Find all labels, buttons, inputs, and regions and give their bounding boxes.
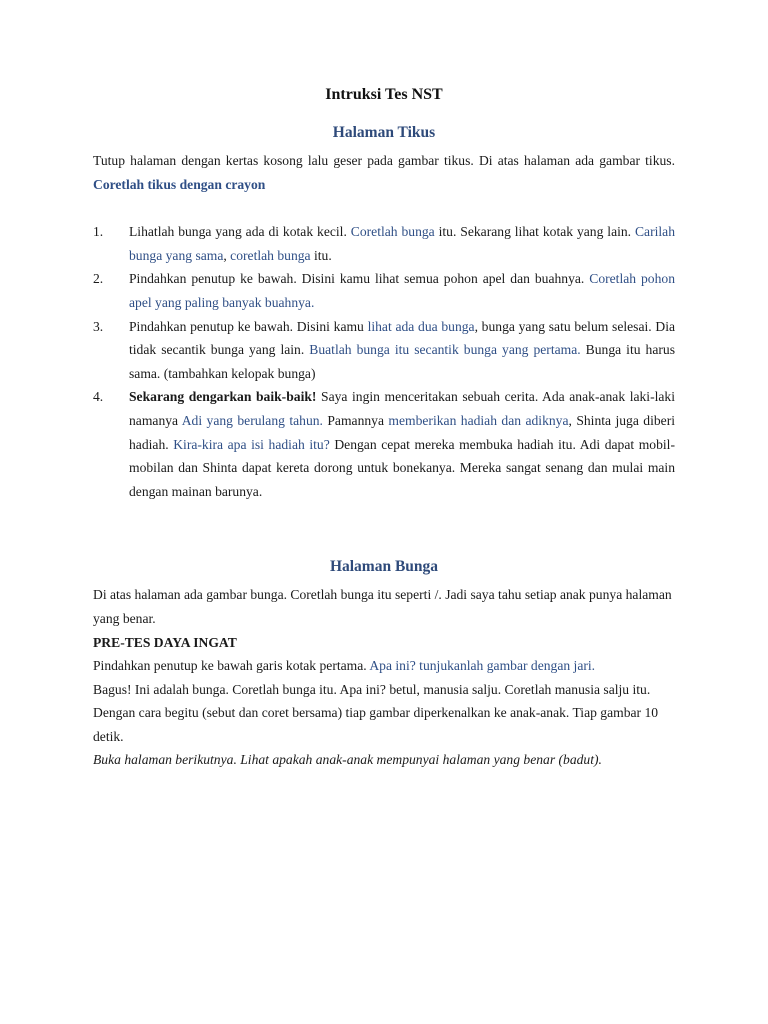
item-highlight: lihat ada dua bunga (367, 318, 475, 334)
item-text: , Shinta juga diberi hadiah. (129, 412, 675, 452)
item-highlight: Adi yang berulang tahun. (181, 412, 323, 428)
list-number: 2. (93, 271, 104, 287)
item-highlight: Buatlah bunga itu secantik bunga yang pertama. (309, 342, 581, 358)
item-text: Pindahkan penutup ke bawah. Disini kamu lihat semua pohon apel dan buahnya. (129, 271, 590, 287)
next-page-note: Buka halaman berikutnya. Lihat apakah anak-anak mempunyai halaman yang benar (badut). (93, 752, 602, 768)
document-title: Intruksi Tes NST (325, 86, 443, 103)
list-item (93, 267, 675, 314)
item-text: Bunga itu harus sama. (tambahkan kelopak bunga) (129, 342, 676, 381)
section-tikus-intro (93, 149, 675, 196)
intro-highlight: Coretlah tikus dengan crayon (93, 176, 266, 192)
list-item (93, 385, 675, 503)
instruction-list (93, 220, 675, 503)
pretest-example: Bagus! Ini adalah bunga. Coretlah bunga itu. Apa ini? betul, manusia salju. Coretlah manusia salju itu. (93, 681, 651, 697)
instruction-text: Pindahkan penutup ke bawah garis kotak pertama. (93, 658, 370, 674)
item-text: Dengan cepat mereka membuka hadiah itu. Adi dapat mobil-mobilan dan Shinta dapat kereta dorong untuk bonekanya. Mereka sangat senang dan mulai main dengan mainan barunya. (129, 436, 675, 499)
item-text: Saya ingin menceritakan sebuah cerita. Ada anak-anak laki-laki namanya (129, 389, 675, 428)
item-highlight: Carilah bunga yang sama (129, 224, 675, 263)
item-text: Pamannya (322, 412, 389, 428)
item-highlight: Coretlah pohon apel yang paling banyak buahnya. (129, 271, 675, 310)
item-text: Lihatlah bunga yang ada di kotak kecil. (129, 224, 351, 240)
section-heading-bunga: Halaman Bunga (329, 558, 439, 576)
list-number: 4. (93, 389, 104, 405)
item-text: itu. Sekarang lihat kotak yang lain. (434, 224, 635, 240)
section-bunga-intro: Di atas halaman ada gambar bunga. Coretlah bunga itu seperti /. Jadi saya tahu setiap anak punya halaman yang benar. (93, 587, 672, 626)
section-heading-tikus: Halaman Tikus (332, 124, 436, 141)
pretest-subheading: PRE-TES DAYA INGAT (93, 634, 237, 650)
item-highlight: Kira-kira apa isi hadiah itu? (173, 436, 330, 452)
item-bold: Sekarang dengarkan baik-baik! (129, 389, 317, 405)
list-number: 1. (93, 224, 104, 240)
item-text: , bunga yang satu belum selesai. Dia tidak secantik bunga yang lain. (129, 318, 675, 358)
intro-text: Tutup halaman dengan kertas kosong lalu geser pada gambar tikus. Di atas halaman ada gambar tikus. (93, 153, 675, 168)
item-text: , (223, 247, 231, 263)
item-highlight: coretlah bunga (230, 247, 311, 263)
list-item (93, 315, 675, 386)
document-page (93, 83, 675, 772)
list-item (93, 220, 675, 267)
item-text: Pindahkan penutup ke bawah. Disini kamu (129, 318, 368, 334)
item-text: itu. (310, 247, 332, 263)
instruction-highlight: Apa ini? tunjukanlah gambar dengan jari. (369, 658, 596, 674)
pretest-method: Dengan cara begitu (sebut dan coret bersama) tiap gambar diperkenalkan ke anak-anak. Tiap gambar 10 detik. (93, 705, 659, 744)
item-highlight: Coretlah bunga (350, 224, 435, 240)
item-highlight: memberikan hadiah dan adiknya (388, 412, 569, 428)
pretest-instruction (93, 654, 675, 678)
list-number: 3. (93, 318, 104, 334)
